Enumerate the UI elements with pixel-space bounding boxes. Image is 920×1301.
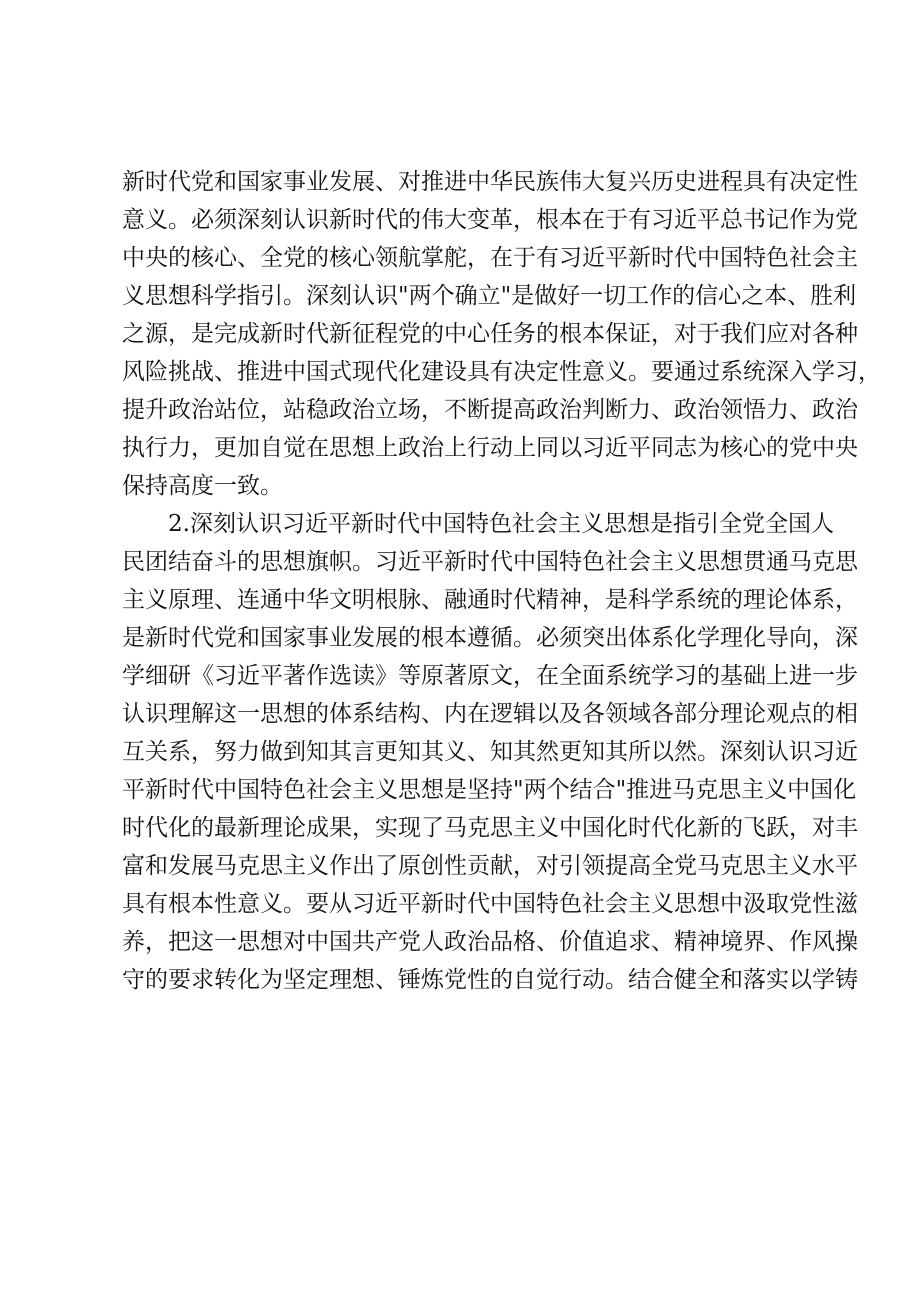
- text-line: 主义原理、连通中华文明根脉、融通时代精神，是科学系统的理论体系，: [122, 587, 858, 613]
- text-line: 意义。必须深刻认识新时代的伟大变革，根本在于有习近平总书记作为党: [122, 207, 858, 233]
- paragraph-1: [122, 163, 881, 505]
- text-line: 富和发展马克思主义作出了原创性贡献，对引领提高全党马克思主义水平: [122, 853, 858, 879]
- text-line: 互关系，努力做到知其言更知其义、知其然更知其所以然。深刻认识习近: [122, 739, 858, 765]
- paragraph-2: [122, 505, 858, 999]
- text-line: 守的要求转化为坚定理想、锤炼党性的自觉行动。结合健全和落实以学铸: [122, 967, 858, 993]
- text-line: 养，把这一思想对中国共产党人政治品格、价值追求、精神境界、作风操: [122, 929, 858, 955]
- text-line: 时代化的最新理论成果，实现了马克思主义中国化时代化新的飞跃，对丰: [122, 815, 858, 841]
- text-line: 提升政治站位，站稳政治立场，不断提高政治判断力、政治领悟力、政治: [122, 397, 858, 423]
- text-line: 具有根本性意义。要从习近平新时代中国特色社会主义思想中汲取党性滋: [122, 891, 858, 917]
- text-line: 学细研《习近平著作选读》等原著原文，在全面系统学习的基础上进一步: [122, 663, 858, 689]
- text-line: 风险挑战、推进中国式现代化建设具有决定性意义。要通过系统深入学习，: [122, 359, 881, 385]
- text-line: 中央的核心、全党的核心领航掌舵，在于有习近平新时代中国特色社会主: [122, 245, 858, 271]
- text-line: 是新时代党和国家事业发展的根本遵循。必须突出体系化学理化导向，深: [122, 625, 858, 651]
- text-line: 新时代党和国家事业发展、对推进中华民族伟大复兴历史进程具有决定性: [122, 169, 858, 195]
- text-line: 保持高度一致。: [122, 473, 283, 499]
- text-line: 执行力，更加自觉在思想上政治上行动上同以习近平同志为核心的党中央: [122, 435, 858, 461]
- text-line: 认识理解这一思想的体系结构、内在逻辑以及各领域各部分理论观点的相: [122, 701, 858, 727]
- text-line: 平新时代中国特色社会主义思想是坚持"两个结合"推进马克思主义中国化: [122, 777, 857, 803]
- document-body: [122, 163, 881, 999]
- text-line: 义思想科学指引。深刻认识"两个确立"是做好一切工作的信心之本、胜利: [122, 283, 857, 309]
- text-line: 民团结奋斗的思想旗帜。习近平新时代中国特色社会主义思想贯通马克思: [122, 549, 858, 575]
- text-line: 2.深刻认识习近平新时代中国特色社会主义思想是指引全党全国人: [168, 511, 834, 537]
- text-line: 之源，是完成新时代新征程党的中心任务的根本保证，对于我们应对各种: [122, 321, 858, 347]
